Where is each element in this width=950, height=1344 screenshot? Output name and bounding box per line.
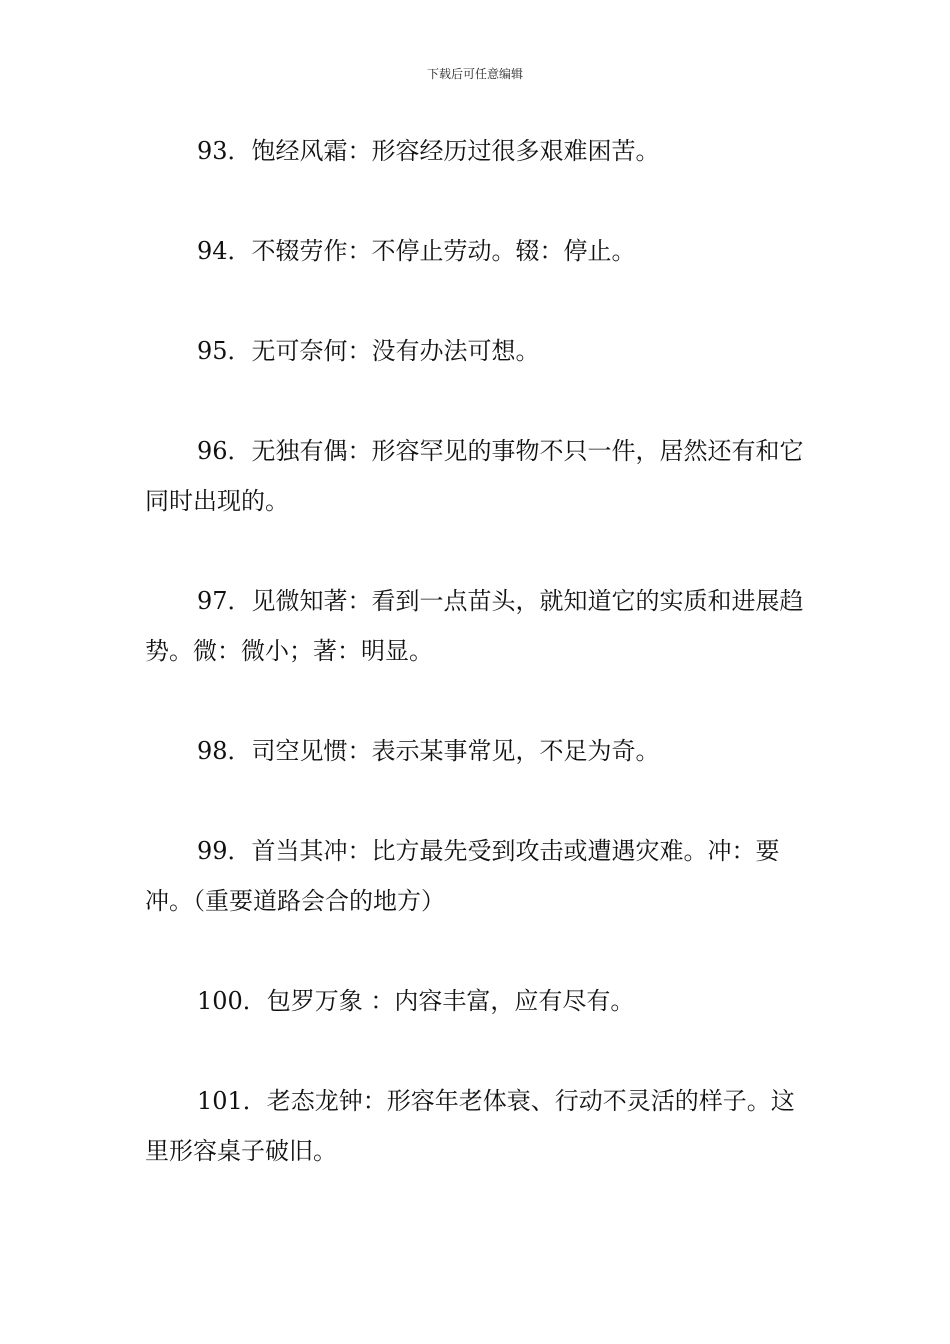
idiom-entry-99: 99．首当其冲：比方最先受到攻击或遭遇灾难。冲：要冲。（重要道路会合的地方） xyxy=(145,837,780,915)
idiom-entry-94: 94．不辍劳作：不停止劳动。辍：停止。 xyxy=(197,237,636,265)
idiom-entry-100: 100．包罗万象 ：内容丰富，应有尽有。 xyxy=(197,987,635,1015)
idiom-entry-98: 98．司空见惯：表示某事常见，不足为奇。 xyxy=(197,737,660,765)
idiom-list xyxy=(145,126,810,1226)
idiom-entry-101: 101．老态龙钟：形容年老体衰、行动不灵活的样子。这里形容桌子破旧。 xyxy=(145,1087,795,1165)
idiom-entry-95: 95．无可奈何：没有办法可想。 xyxy=(197,337,540,365)
idiom-entry-97: 97．见微知著：看到一点苗头，就知道它的实质和进展趋势。微：微小；著：明显。 xyxy=(145,587,804,665)
idiom-entry-96: 96．无独有偶：形容罕见的事物不只一件，居然还有和它同时出现的。 xyxy=(145,437,804,515)
page-header-note: 下载后可任意编辑 xyxy=(426,67,523,81)
idiom-entry-93: 93．饱经风霜：形容经历过很多艰难困苦。 xyxy=(197,137,660,165)
